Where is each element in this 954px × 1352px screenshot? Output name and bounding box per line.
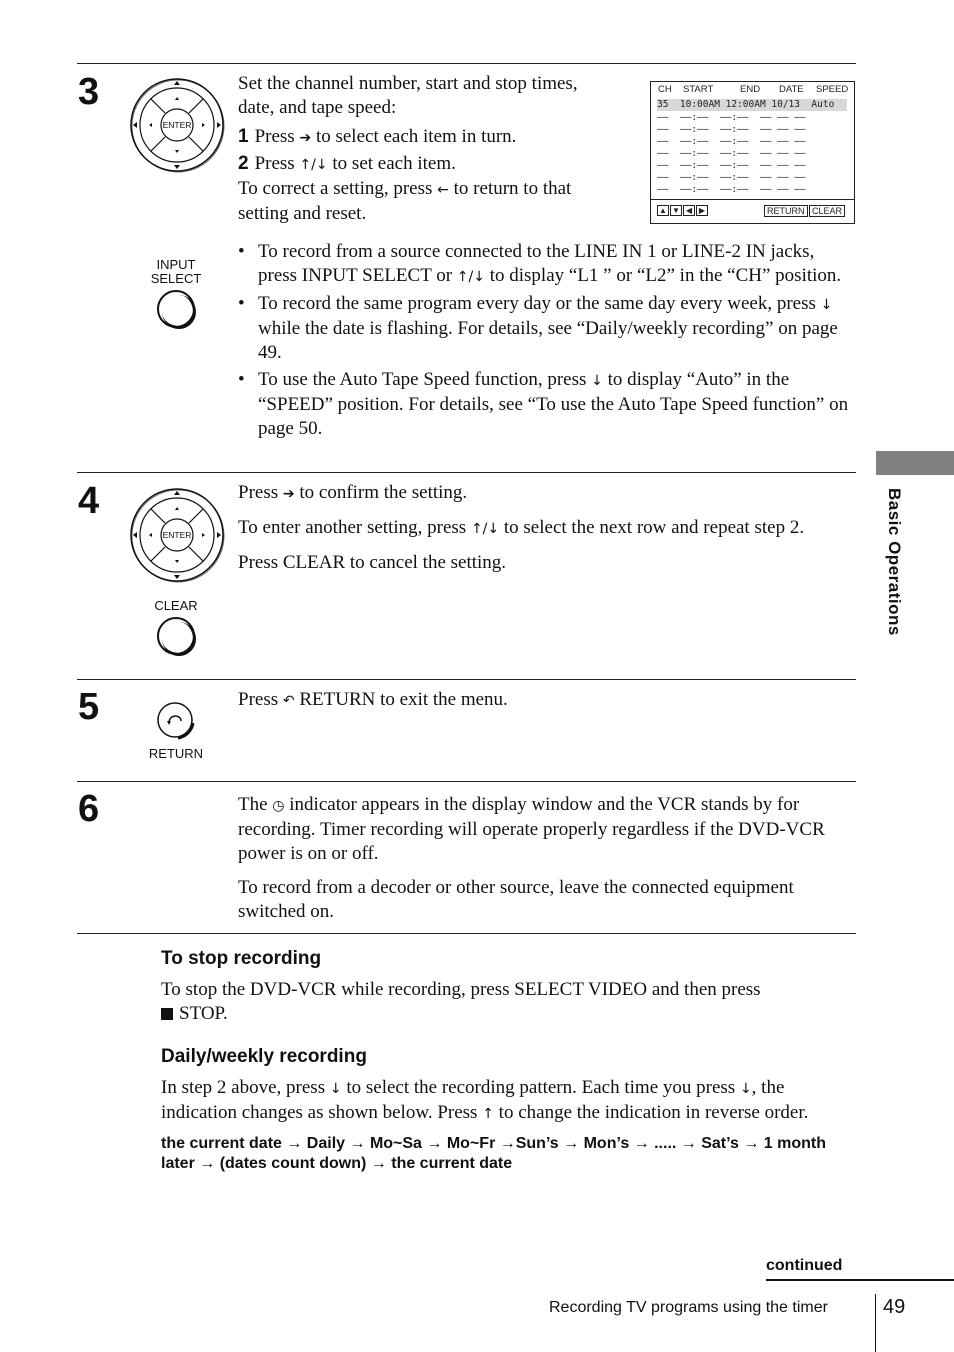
stop-square-icon — [161, 1008, 173, 1020]
screen-row-empty: –– ––:–– ––:–– –– –– –– — [657, 172, 806, 183]
return-label: RETURN — [148, 746, 204, 761]
screen-row-selected: 35 10:00AM 12:00AM 10/13 Auto — [657, 99, 847, 111]
enter-dpad-icon — [127, 485, 227, 585]
right-arrow-icon: ➔ — [299, 130, 312, 146]
page-number: 49 — [883, 1296, 906, 1318]
screen-nav-icons — [657, 205, 708, 216]
step3-intro: Set the channel number, start and stop times, date, and tape speed: — [238, 73, 578, 118]
stop-recording-text: To stop the DVD-VCR while recording, press SELECT VIDEO and then press STOP. — [161, 979, 761, 1024]
clear-button-icon — [157, 617, 195, 655]
left-arrow-icon: ◀ — [683, 205, 695, 216]
up-down-arrow-icon: ↑/↓ — [470, 521, 500, 537]
daily-weekly-heading: Daily/weekly recording — [161, 1046, 367, 1067]
down-arrow-icon: ↓ — [591, 373, 603, 389]
screen-header: CH START END DATE SPEED — [658, 84, 849, 95]
input-select-label: INPUT SELECT — [150, 257, 202, 286]
bullet-daily-weekly: • To record the same program every day or the same day every week, press ↓ while the date is flashing. For details, see “Daily/weekly recording” on page 49. — [238, 292, 856, 365]
step3-sub2: 2 Press ↑/↓ to set each item. — [238, 153, 456, 174]
continued-label: continued — [766, 1257, 843, 1274]
footer-divider — [875, 1294, 876, 1352]
bullet-input-select: • To record from a source connected to the LINE IN 1 or LINE-2 IN jacks, press INPUT SELECT or ↑/↓ to display “L1 ” or “L2” in the “CH” position. — [238, 240, 856, 289]
screen-row-empty: –– ––:–– ––:–– –– –– –– — [657, 112, 806, 123]
section-tab-label: Basic Operations — [885, 488, 904, 636]
timer-clock-icon: ◷ — [272, 798, 285, 814]
screen-row-empty: –– ––:–– ––:–– –– –– –– — [657, 124, 806, 135]
step-number-3: 3 — [78, 71, 100, 113]
step6-text — [238, 793, 853, 924]
rule-top — [77, 63, 856, 64]
up-down-arrow-icon: ↑/↓ — [299, 157, 328, 173]
screen-row-empty: –– ––:–– ––:–– –– –– –– — [657, 136, 806, 147]
step3-sub1: 1 Press ➔ to select each item in turn. — [238, 126, 517, 147]
screen-row-empty: –– ––:–– ––:–– –– –– –– — [657, 184, 806, 195]
rule-step6 — [77, 781, 856, 782]
step3-text — [238, 72, 618, 226]
step5-text: Press ↶ RETURN to exit the menu. — [238, 689, 508, 710]
rule-step5 — [77, 679, 856, 680]
footer-rule — [766, 1279, 954, 1281]
rule-step4 — [77, 472, 856, 473]
step4-clear: Press CLEAR to cancel the setting. — [238, 552, 507, 573]
stop-recording-heading: To stop recording — [161, 948, 322, 969]
step4-text — [238, 481, 858, 575]
right-arrow-icon: ➔ — [282, 486, 295, 502]
step3-bullets — [238, 240, 856, 444]
step6-line1: The ◷ indicator appears in the display window and the VCR stands by for recording. Timer recording will operate properly regardless if the DVD-VCR power is on or off. — [238, 794, 825, 864]
step3-correct: To correct a setting, press ← to return to that setting and reset. — [238, 178, 572, 224]
screen-row-empty: –– ––:–– ––:–– –– –– –– — [657, 148, 806, 159]
timer-setting-screen — [650, 81, 855, 224]
step-number-6: 6 — [78, 788, 100, 830]
down-arrow-icon: ↓ — [329, 1081, 342, 1097]
bullet-auto-speed: • To use the Auto Tape Speed function, press ↓ to display “Auto” in the “SPEED” position. For details, see “To use the Auto Tape Speed function” on page 50. — [238, 368, 856, 441]
step-number-5: 5 — [78, 686, 100, 728]
down-arrow-icon: ↓ — [739, 1081, 752, 1097]
rule-bottom — [77, 933, 856, 934]
right-arrow-icon: ▶ — [696, 205, 708, 216]
up-down-arrow-icon: ↑/↓ — [456, 269, 485, 285]
screen-row-empty: –– ––:–– ––:–– –– –– –– — [657, 160, 806, 171]
screen-clear-label: CLEAR — [809, 205, 845, 217]
step-number-4: 4 — [78, 480, 100, 522]
enter-label: ENTER — [162, 530, 192, 540]
left-arrow-icon: ← — [437, 182, 449, 198]
enter-dpad-icon — [127, 75, 227, 175]
input-select-button-icon — [157, 290, 195, 328]
screen-return-label: RETURN — [764, 205, 808, 217]
section-tab — [876, 451, 954, 475]
step4-another: To enter another setting, press ↑/↓ to select the next row and repeat step 2. — [238, 517, 805, 538]
step6-line2: To record from a decoder or other source, leave the connected equipment switched on. — [238, 877, 794, 922]
up-arrow-icon: ▲ — [657, 205, 669, 216]
up-arrow-icon: ↑ — [482, 1106, 494, 1122]
daily-weekly-text: In step 2 above, press ↓ to select the recording pattern. Each time you press ↓, the indication changes as shown below. Press ↑ to change the indication in reverse order. — [161, 1077, 809, 1123]
clear-label: CLEAR — [154, 598, 198, 613]
enter-label: ENTER — [162, 120, 192, 130]
return-arrow-icon: ↶ — [282, 693, 295, 709]
return-button-icon — [156, 701, 196, 741]
footer-section: Recording TV programs using the timer — [549, 1299, 828, 1316]
pattern-sequence: the current date → Daily → Mo~Sa → Mo~Fr →Sun’s → Mon’s → ..... → Sat’s → 1 month later → (dates count down) → the current date — [161, 1135, 826, 1172]
screen-divider — [651, 199, 854, 200]
step4-confirm: Press ➔ to confirm the setting. — [238, 482, 468, 503]
down-arrow-icon: ↓ — [820, 297, 833, 313]
down-arrow-icon: ▼ — [670, 205, 682, 216]
